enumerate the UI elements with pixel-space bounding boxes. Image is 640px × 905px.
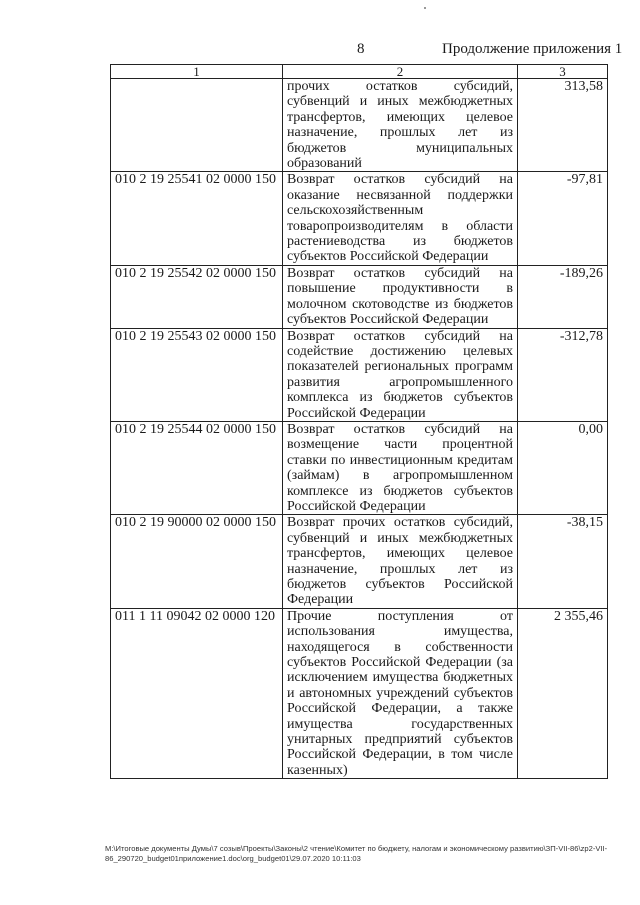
continuation-label: Продолжение приложения 1 xyxy=(442,41,623,57)
table-row xyxy=(111,328,608,421)
row-amount: -97,81 xyxy=(518,172,608,265)
row-description: Возврат остатков субсидий на оказание несвязанной поддержки сельскохозяйственным товаропроизводителям в области растениеводства из бюджетов субъектов Российской Федерации xyxy=(283,172,518,265)
table-row xyxy=(111,265,608,328)
footer-file-path: M:\Итоговые документы Думы\7 созыв\Проекты\Законы\2 чтение\Комитет по бюджету, налогам и экономическому развитию\ЗП-VII-86\zp2-VII-86_290720_budget01приложение1.doc\org_budget01\29.07.2020 10:11:03 xyxy=(105,844,608,863)
table-row xyxy=(111,79,608,172)
row-description: прочих остатков субсидий, субвенций и иных межбюджетных трансфертов, имеющих целевое назначение, прошлых лет из бюджетов муниципальных образований xyxy=(283,79,518,172)
table-row xyxy=(111,608,608,778)
row-description: Возврат прочих остатков субсидий, субвенций и иных межбюджетных трансфертов, имеющих целевое назначение, прошлых лет из бюджетов субъектов Российской Федерации xyxy=(283,515,518,608)
row-description: Возврат остатков субсидий на возмещение части процентной ставки по инвестиционным кредитам (займам) в агропромышленном комплексе из бюджетов субъектов Российской Федерации xyxy=(283,421,518,514)
row-amount: -312,78 xyxy=(518,328,608,421)
row-code: 010 2 19 90000 02 0000 150 xyxy=(111,515,283,608)
row-code: 010 2 19 25541 02 0000 150 xyxy=(111,172,283,265)
scan-artifact xyxy=(424,7,426,9)
row-code: 011 1 11 09042 02 0000 120 xyxy=(111,608,283,778)
row-code: 010 2 19 25543 02 0000 150 xyxy=(111,328,283,421)
row-description: Возврат остатков субсидий на содействие достижению целевых показателей региональных программ развития агропромышленного комплекса из бюджетов субъектов Российской Федерации xyxy=(283,328,518,421)
row-code: 010 2 19 25542 02 0000 150 xyxy=(111,265,283,328)
row-amount: -189,26 xyxy=(518,265,608,328)
row-code xyxy=(111,79,283,172)
column-header-2: 2 xyxy=(283,65,518,79)
column-header-1: 1 xyxy=(111,65,283,79)
row-amount: 2 355,46 xyxy=(518,608,608,778)
table-row xyxy=(111,172,608,265)
row-amount: -38,15 xyxy=(518,515,608,608)
table-header-row xyxy=(111,65,608,79)
page-number: 8 xyxy=(357,41,365,57)
row-description: Возврат остатков субсидий на повышение продуктивности в молочном скотоводстве из бюджетов субъектов Российской Федерации xyxy=(283,265,518,328)
column-header-3: 3 xyxy=(518,65,608,79)
table-row xyxy=(111,515,608,608)
table-row xyxy=(111,421,608,514)
row-description: Прочие поступления от использования имущества, находящегося в собственности субъектов Российской Федерации (за исключением имущества бюджетных и автономных учреждений субъектов Российской Федерации, а также имущества государственных унитарных предприятий субъектов Российской Федерации, в том числе казенных) xyxy=(283,608,518,778)
row-amount: 0,00 xyxy=(518,421,608,514)
budget-table xyxy=(110,64,608,779)
row-amount: 313,58 xyxy=(518,79,608,172)
row-code: 010 2 19 25544 02 0000 150 xyxy=(111,421,283,514)
